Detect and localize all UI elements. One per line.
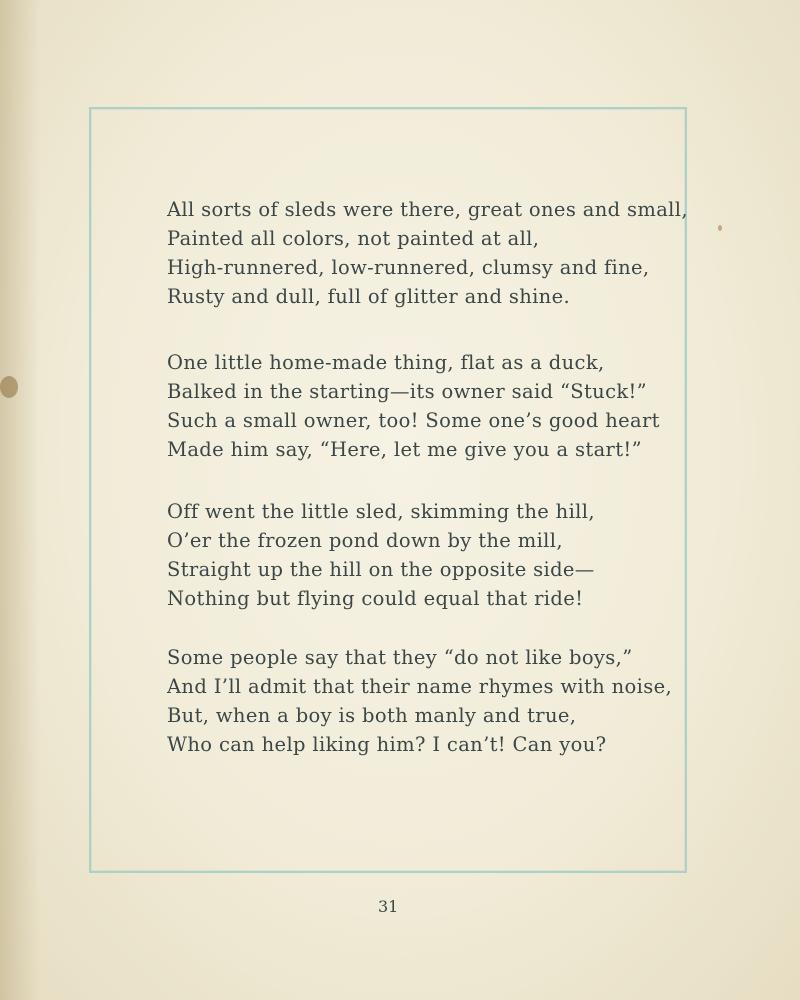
page-number: 31 (378, 897, 399, 916)
poem-line: All sorts of sleds were there, great ones and small, (167, 198, 688, 221)
poem-line: Balked in the starting—its owner said “Stuck!” (167, 380, 648, 403)
poem-line: O’er the frozen pond down by the mill, (167, 529, 563, 552)
poem-line: Nothing but flying could equal that ride! (167, 587, 584, 610)
poem-line: And I’ll admit that their name rhymes with noise, (167, 675, 673, 698)
poem-line: Straight up the hill on the opposite side— (167, 558, 595, 581)
stanza-2 (167, 348, 667, 464)
ink-speck (718, 225, 722, 231)
poem-line: High-runnered, low-runnered, clumsy and fine, (167, 256, 650, 279)
poem-line: But, when a boy is both manly and true, (167, 704, 577, 727)
poem-line: Some people say that they “do not like boys,” (167, 646, 633, 669)
stanza-1 (167, 195, 688, 311)
poem-line: Off went the little sled, skimming the hill, (167, 500, 595, 523)
stanza-4 (167, 643, 673, 759)
page-gutter-shadow (0, 0, 40, 1000)
stanza-3 (167, 497, 667, 613)
poem-line: Made him say, “Here, let me give you a start!” (167, 438, 642, 461)
poem-line: Rusty and dull, full of glitter and shine. (167, 285, 571, 308)
foxing-stain (0, 376, 18, 398)
poem-line: Painted all colors, not painted at all, (167, 227, 540, 250)
poem-line: Such a small owner, too! Some one’s good heart (167, 409, 660, 432)
poem-line: Who can help liking him? I can’t! Can you? (167, 733, 607, 756)
poem-line: One little home-made thing, flat as a duck, (167, 351, 605, 374)
